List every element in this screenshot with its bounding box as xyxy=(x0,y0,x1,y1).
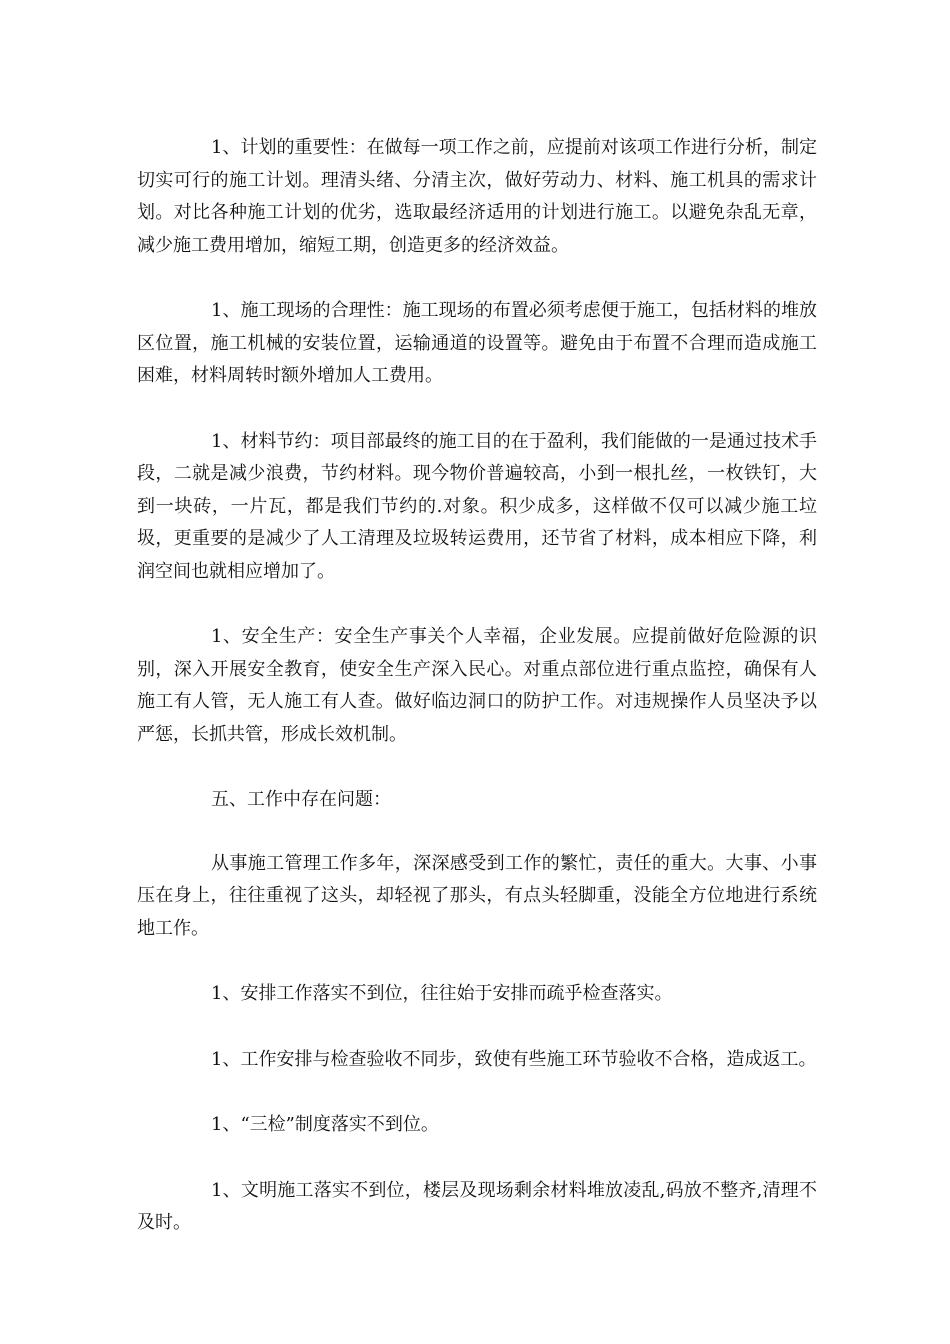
paragraph-work-experience: 从事施工管理工作多年，深深感受到工作的繁忙，责任的重大。大事、小事压在身上，往往重视了这头，却轻视了那头，有点头轻脚重，没能全方位地进行系统地工作。 xyxy=(137,852,817,939)
paragraph-problem-implementation: 1、安排工作落实不到位，往往始于安排而疏乎检查落实。 xyxy=(211,983,673,1004)
document-body xyxy=(137,132,817,1273)
paragraph-safety-production: 1、安全生产：安全生产事关个人幸福，企业发展。应提前做好危险源的识别，深入开展安全教育，使安全生产深入民心。对重点部位进行重点监控，确保有人施工有人管，无人施工有人查。做好临边洞口的防护工作。对违规操作人员坚决予以严惩，长抓共管，形成长效机制。 xyxy=(137,626,817,745)
paragraph-planning-importance: 1、计划的重要性：在做每一项工作之前，应提前对该项工作进行分析，制定切实可行的施工计划。理清头绪、分清主次，做好劳动力、材料、施工机具的需求计划。对比各种施工计划的优劣，选取最经济适用的计划进行施工。以避免杂乱无章，减少施工费用增加，缩短工期，创造更多的经济效益。 xyxy=(137,137,817,256)
paragraph-problem-inspection: 1、工作安排与检查验收不同步，致使有些施工环节验收不合格，造成返工。 xyxy=(211,1048,817,1070)
paragraph-material-saving: 1、材料节约：项目部最终的施工目的在于盈利，我们能做的一是通过技术手段，二就是减少浪费，节约材料。现今物价普遍较高，小到一根扎丝，一枚铁钉，大到一块砖，一片瓦，都是我们节约的.对象。积少成多，这样做不仅可以减少施工垃圾，更重要的是减少了人工清理及垃圾转运费用，还节省了材料，成本相应下降，利润空间也就相应增加了。 xyxy=(137,430,817,582)
section-heading-problems: 五、工作中存在问题： xyxy=(211,789,391,810)
paragraph-problem-civilized-construction: 1、文明施工落实不到位，楼层及现场剩余材料堆放凌乱,码放不整齐,清理不及时。 xyxy=(137,1179,817,1233)
paragraph-site-layout: 1、施工现场的合理性：施工现场的布置必须考虑便于施工，包括材料的堆放区位置，施工机械的安装位置，运输通道的设置等。避免由于布置不合理而造成施工困难，材料周转时额外增加人工费用。 xyxy=(137,300,817,386)
paragraph-problem-three-checks: 1、“三检”制度落实不到位。 xyxy=(211,1114,439,1135)
